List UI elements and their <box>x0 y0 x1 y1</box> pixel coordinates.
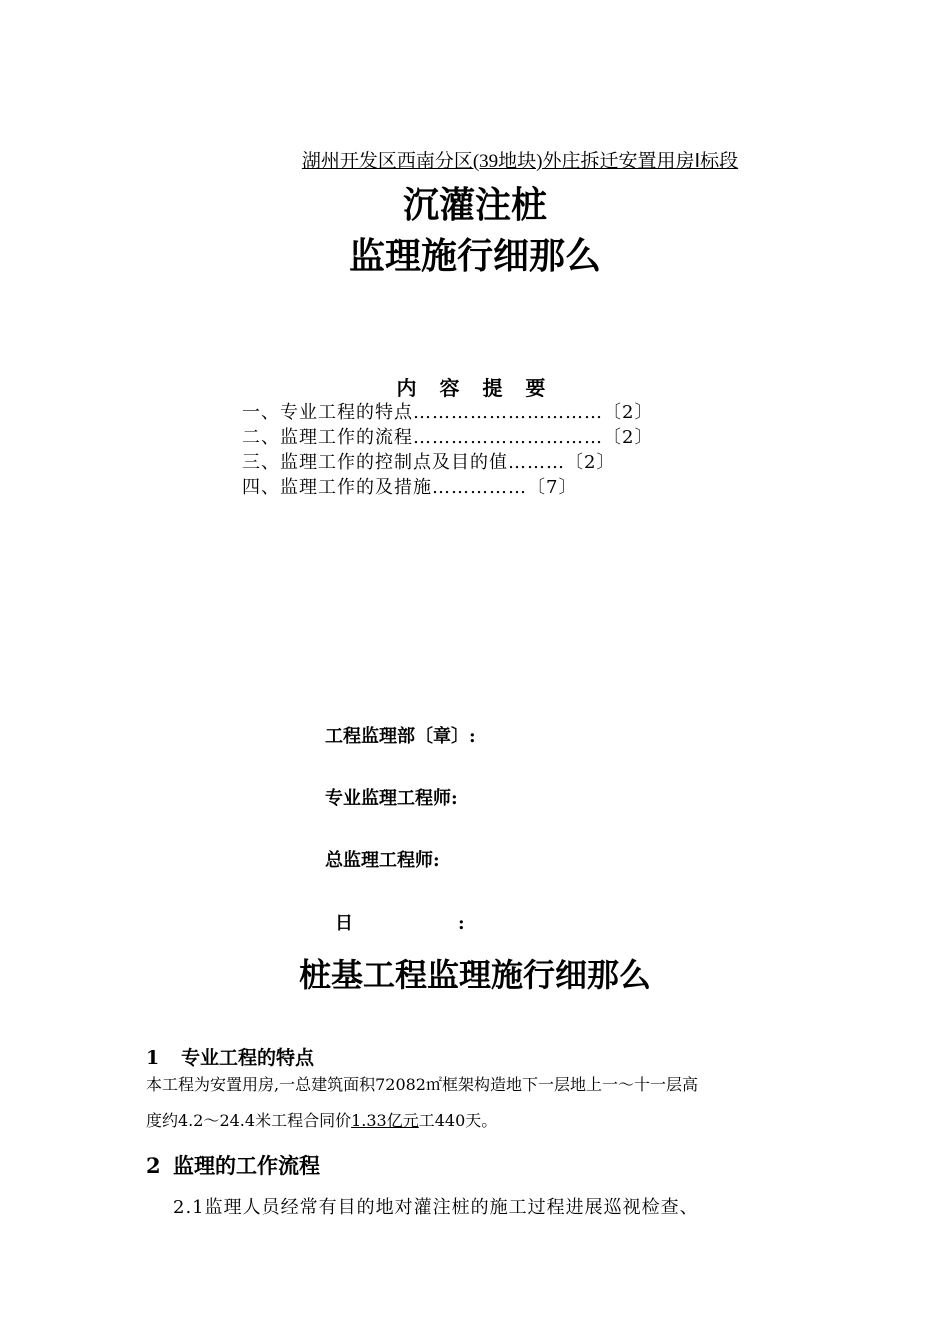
project-name: 湖州开发区西南分区(39地块)外庄拆迁安置用房Ⅰ标段 <box>301 151 739 172</box>
toc-item: 四、监理工作的及措施……………〔7〕 <box>242 477 578 498</box>
section-title: 桩基工程监理施行细那么 <box>298 956 651 994</box>
table-of-contents <box>242 400 653 500</box>
toc-heading: 内 容 提 要 <box>396 376 554 400</box>
document-title-line1: 沉灌注桩 <box>402 184 547 226</box>
date-colon: : <box>458 913 465 934</box>
section1-heading <box>146 1043 314 1070</box>
toc-item: 一、专业工程的特点…………………………〔2〕 <box>242 402 654 423</box>
section2-heading <box>146 1150 320 1180</box>
contract-text-post: 工440天。 <box>418 1111 498 1130</box>
date-label <box>335 909 465 935</box>
section1-paragraph-line1: 本工程为安置用房,一总建筑面积72082㎡框架构造地下一层地上一～十一层高 <box>146 1075 698 1094</box>
section2-number: 2 <box>146 1153 161 1178</box>
document-title-line2: 监理施行细那么 <box>348 235 601 277</box>
section1-title: 专业工程的特点 <box>181 1047 315 1069</box>
section2-paragraph-line1: 2.1监理人员经常有目的地对灌注桩的施工过程进展巡视检查、 <box>173 1197 699 1218</box>
contract-price: 1.33亿元 <box>351 1111 419 1130</box>
section1-number: 1 <box>146 1047 160 1069</box>
toc-item: 二、监理工作的流程…………………………〔2〕 <box>242 427 654 448</box>
section1-paragraph-line2 <box>146 1108 497 1131</box>
contract-text-pre: 度约4.2～24.4米工程合同价 <box>146 1111 352 1130</box>
toc-item: 三、监理工作的控制点及目的值………〔2〕 <box>242 452 616 473</box>
specialist-engineer-label: 专业监理工程师: <box>325 788 458 809</box>
supervision-dept-label: 工程监理部〔章〕: <box>325 726 476 747</box>
date-char: 日 <box>335 913 353 934</box>
chief-engineer-label: 总监理工程师: <box>325 850 440 871</box>
section2-title: 监理的工作流程 <box>173 1153 320 1178</box>
